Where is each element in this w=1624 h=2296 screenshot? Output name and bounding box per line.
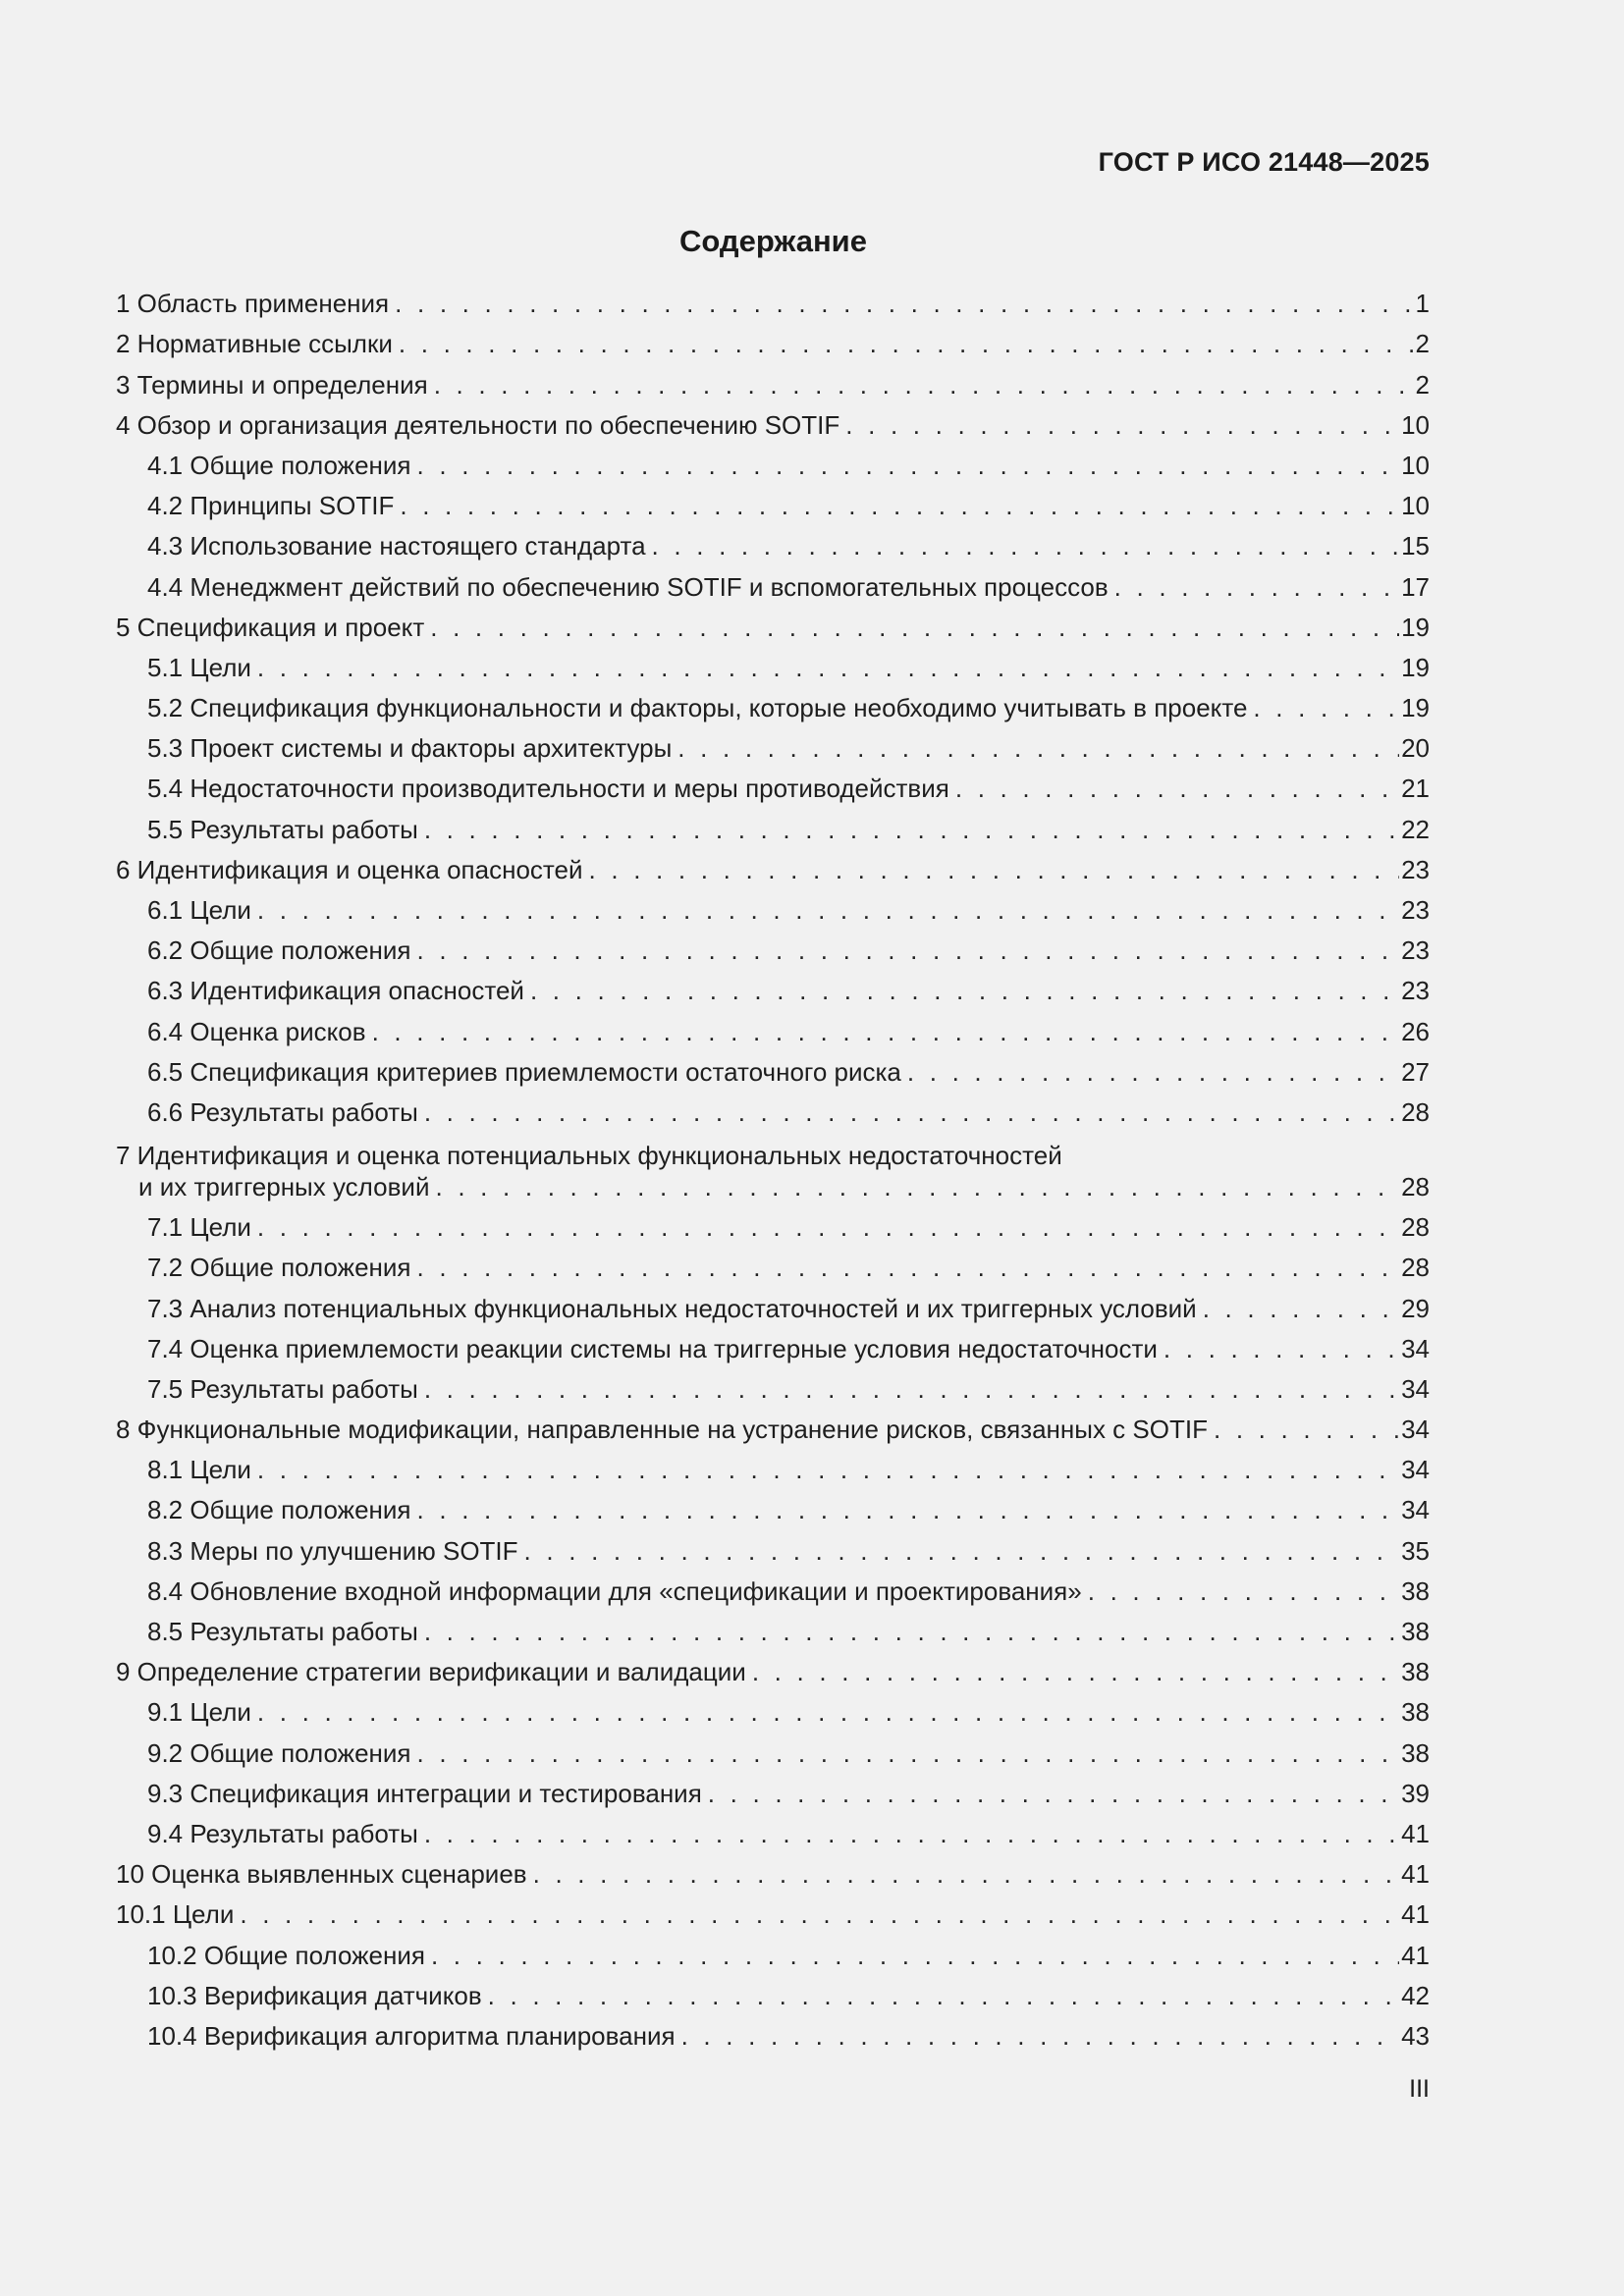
dot-leader (424, 1617, 1399, 1646)
dot-leader (240, 1899, 1399, 1929)
toc-page-number: 34 (1401, 1333, 1430, 1363)
toc-page-number: 17 (1401, 571, 1430, 602)
toc-entry-5-1[interactable] (116, 646, 1430, 686)
toc-page-number: 19 (1401, 612, 1430, 642)
dot-leader (533, 1859, 1399, 1889)
toc-page-number: 34 (1401, 1495, 1430, 1525)
toc-page-number: 42 (1401, 1980, 1430, 2010)
toc-page-number: 28 (1401, 1212, 1430, 1243)
toc-page-number: 20 (1401, 733, 1430, 764)
dot-leader (430, 613, 1399, 642)
dot-leader (907, 1057, 1399, 1087)
toc-entry-text: 10.1 Цели (116, 1899, 235, 1930)
toc-entry-9-1[interactable] (116, 1690, 1430, 1731)
toc-page-number: 27 (1401, 1056, 1430, 1087)
toc-entry-text: 6.5 Спецификация критериев приемлемости остаточного риска (147, 1056, 901, 1087)
toc-page-number: 22 (1401, 814, 1430, 844)
dot-leader (424, 1374, 1399, 1404)
toc-entry-7-5[interactable] (116, 1367, 1430, 1408)
toc-entry-8-2[interactable] (116, 1488, 1430, 1528)
toc-entry-text: 4.1 Общие положения (147, 450, 411, 480)
toc-entry-4-3[interactable] (116, 524, 1430, 564)
toc-page-number: 15 (1401, 531, 1430, 561)
toc-entry-6-3[interactable] (116, 969, 1430, 1009)
toc-entry-7-3[interactable] (116, 1286, 1430, 1326)
dot-leader (488, 1981, 1399, 2010)
toc-entry-7-4[interactable] (116, 1327, 1430, 1367)
toc-page-number: 19 (1401, 693, 1430, 723)
toc-page-number: 23 (1401, 935, 1430, 966)
toc-entry-text: 10.4 Верификация алгоритма планирования (147, 2020, 676, 2051)
toc-entry-text: 6.2 Общие положения (147, 935, 411, 966)
dot-leader (434, 370, 1414, 400)
dot-leader (424, 1819, 1399, 1848)
toc-page-number: 34 (1401, 1373, 1430, 1404)
toc-entry-text: 9 Определение стратегии верификации и валидации (116, 1657, 746, 1687)
toc-entry-text: 5.1 Цели (147, 652, 251, 682)
toc-entry-10-1[interactable] (116, 1893, 1430, 1933)
dot-leader (400, 491, 1399, 520)
dot-leader (1114, 572, 1399, 602)
toc-page-number: 2 (1415, 369, 1430, 400)
toc-entry-4-1[interactable] (116, 444, 1430, 484)
toc-entry-text: 5.4 Недостаточности производительности и меры противодействия (147, 774, 949, 804)
toc-entry-2[interactable] (116, 322, 1430, 362)
dot-leader (399, 329, 1414, 358)
toc-entry-text: 6.1 Цели (147, 895, 251, 925)
toc-entry-text: 9.1 Цели (147, 1697, 251, 1728)
dot-leader (257, 1455, 1399, 1484)
toc-page-number: 41 (1401, 1859, 1430, 1890)
toc-page-number: 38 (1401, 1617, 1430, 1646)
toc-entry-text: 1 Область применения (116, 289, 390, 319)
toc-entry-6-1[interactable] (116, 888, 1430, 929)
toc-page-number: 41 (1401, 1818, 1430, 1848)
toc-entry-text: 7.1 Цели (147, 1212, 251, 1243)
dot-leader (524, 1536, 1400, 1566)
toc-entry-4[interactable] (116, 403, 1430, 444)
toc-entry-7-2[interactable] (116, 1246, 1430, 1286)
toc-entry-9[interactable] (116, 1650, 1430, 1690)
toc-page-number: 41 (1401, 1899, 1430, 1930)
toc-entry-text: 7.3 Анализ потенциальных функциональных недостаточностей и их триггерных условий (147, 1293, 1197, 1323)
toc-entry-text: 7 Идентификация и оценка потенциальных функциональных недостаточностей (116, 1140, 1062, 1170)
toc-entry-text: 5.5 Результаты работы (147, 814, 418, 844)
toc-page-number: 34 (1401, 1415, 1430, 1445)
toc-entry-6[interactable] (116, 848, 1430, 888)
toc-page-number: 28 (1401, 1171, 1430, 1201)
toc-entry-10-4[interactable] (116, 2014, 1430, 2055)
toc-page-number: 43 (1401, 2020, 1430, 2051)
toc-page-number: 41 (1401, 1940, 1430, 1970)
toc-entry-8[interactable] (116, 1408, 1430, 1448)
toc-page-number: 10 (1401, 409, 1430, 440)
dot-leader (257, 895, 1399, 925)
toc-page-number: 28 (1401, 1096, 1430, 1127)
toc-entry-text: 10 Оценка выявленных сценариев (116, 1859, 527, 1890)
toc-entry-3[interactable] (116, 362, 1430, 402)
dot-leader (530, 976, 1399, 1005)
toc-entry-8-5[interactable] (116, 1610, 1430, 1650)
toc-entry-text: 8.1 Цели (147, 1455, 251, 1485)
dot-leader (1214, 1415, 1399, 1444)
toc-entry-text: 5.3 Проект системы и факторы архитектуры (147, 733, 673, 764)
toc-entry-text: 8 Функциональные модификации, направленные на устранение рисков, связанных с SOTIF (116, 1415, 1208, 1445)
toc-page-number: 38 (1401, 1657, 1430, 1687)
toc-page-number: 21 (1401, 774, 1430, 804)
dot-leader (652, 531, 1400, 561)
toc-entry-5-2[interactable] (116, 686, 1430, 726)
toc-entry-5-3[interactable] (116, 726, 1430, 767)
toc-entry-text: 8.2 Общие положения (147, 1495, 411, 1525)
dot-leader (955, 774, 1399, 803)
dot-leader (417, 451, 1400, 480)
toc-entry-text-continued: и их триггерных условий (138, 1171, 430, 1201)
dot-leader (1253, 693, 1399, 722)
dot-leader (417, 1495, 1400, 1524)
toc-entry-text: 6.6 Результаты работы (147, 1096, 418, 1127)
toc-entry-text: 7.4 Оценка приемлемости реакции системы на триггерные условия недостаточности (147, 1333, 1158, 1363)
toc-page-number: 35 (1401, 1535, 1430, 1566)
toc-entry-9-4[interactable] (116, 1812, 1430, 1852)
dot-leader (435, 1172, 1399, 1201)
toc-page-number: 38 (1401, 1697, 1430, 1728)
page-number: III (1409, 2075, 1430, 2103)
toc-entry-text: 8.5 Результаты работы (147, 1617, 418, 1646)
toc-entry-6-6[interactable] (116, 1091, 1430, 1131)
toc-page-number: 19 (1401, 652, 1430, 682)
toc-entry-10-3[interactable] (116, 1974, 1430, 2014)
toc-page-number: 10 (1401, 450, 1430, 480)
toc-page-number: 28 (1401, 1253, 1430, 1283)
toc-page-number: 29 (1401, 1293, 1430, 1323)
toc-entry-6-4[interactable] (116, 1009, 1430, 1049)
toc-entry-text: 7.5 Результаты работы (147, 1373, 418, 1404)
dot-leader (424, 1097, 1399, 1127)
toc-entry-text: 7.2 Общие положения (147, 1253, 411, 1283)
toc-entry-7[interactable] (116, 1131, 1430, 1205)
toc-page-number: 23 (1401, 854, 1430, 884)
toc-page-number: 39 (1401, 1778, 1430, 1808)
dot-leader (708, 1779, 1399, 1808)
dot-leader (257, 1697, 1399, 1727)
toc-entry-text: 9.2 Общие положения (147, 1737, 411, 1768)
dot-leader (1203, 1294, 1399, 1323)
toc-entry-5-4[interactable] (116, 767, 1430, 807)
toc-entry-text: 9.4 Результаты работы (147, 1818, 418, 1848)
toc-entry-8-1[interactable] (116, 1448, 1430, 1488)
toc-page-number: 1 (1415, 289, 1430, 319)
toc-entry-6-5[interactable] (116, 1050, 1430, 1091)
dot-leader (257, 653, 1399, 682)
dot-leader (589, 855, 1400, 884)
toc-page-number: 26 (1401, 1016, 1430, 1046)
dot-leader (424, 815, 1399, 844)
toc-entry-4-4[interactable] (116, 564, 1430, 605)
toc-entry-text: 10.2 Общие положения (147, 1940, 425, 1970)
toc-entry-5-5[interactable] (116, 807, 1430, 847)
toc-entry-text: 10.3 Верификация датчиков (147, 1980, 482, 2010)
toc-entry-5[interactable] (116, 606, 1430, 646)
dot-leader (681, 2021, 1400, 2051)
toc-page-number: 2 (1415, 329, 1430, 359)
toc-entry-text: 4.4 Менеджмент действий по обеспечению SOTIF и вспомогательных процессов (147, 571, 1109, 602)
dot-leader (395, 289, 1413, 318)
toc-entry-text: 8.4 Обновление входной информации для «спецификации и проектирования» (147, 1575, 1082, 1606)
toc-entry-text: 9.3 Спецификация интеграции и тестирования (147, 1778, 702, 1808)
dot-leader (417, 935, 1400, 965)
toc-page-number: 23 (1401, 976, 1430, 1006)
toc-entry-9-3[interactable] (116, 1772, 1430, 1812)
document-code: ГОСТ Р ИСО 21448—2025 (1098, 147, 1430, 177)
toc-entry-8-4[interactable] (116, 1570, 1430, 1610)
toc-page-number: 34 (1401, 1455, 1430, 1485)
dot-leader (372, 1017, 1400, 1046)
dot-leader (845, 410, 1399, 440)
toc-entry-4-2[interactable] (116, 484, 1430, 524)
dot-leader (417, 1253, 1400, 1282)
dot-leader (1164, 1334, 1399, 1363)
toc-entry-text: 4.2 Принципы SOTIF (147, 491, 395, 521)
toc-entry-text: 2 Нормативные ссылки (116, 329, 393, 359)
toc-entry-text: 5 Спецификация и проект (116, 612, 425, 642)
toc-entry-6-2[interactable] (116, 929, 1430, 969)
dot-leader (257, 1212, 1399, 1242)
dot-leader (1088, 1576, 1399, 1606)
toc-entry-text: 6.4 Оценка рисков (147, 1016, 366, 1046)
toc-entry-text: 8.3 Меры по улучшению SOTIF (147, 1535, 518, 1566)
toc-entry-text: 6.3 Идентификация опасностей (147, 976, 524, 1006)
toc-entry-text: 4.3 Использование настоящего стандарта (147, 531, 646, 561)
dot-leader (752, 1657, 1399, 1686)
toc-entry-7-1[interactable] (116, 1205, 1430, 1246)
toc-entry-1[interactable] (116, 282, 1430, 322)
toc-page-number: 38 (1401, 1737, 1430, 1768)
toc-entry-9-2[interactable] (116, 1731, 1430, 1771)
toc-title: Содержание (679, 224, 867, 258)
toc-entry-text: 3 Термины и определения (116, 369, 428, 400)
toc-entry-10[interactable] (116, 1852, 1430, 1893)
table-of-contents (116, 282, 1430, 2055)
toc-entry-text: 4 Обзор и организация деятельности по обеспечению SOTIF (116, 409, 840, 440)
toc-entry-text: 6 Идентификация и оценка опасностей (116, 854, 583, 884)
toc-entry-10-2[interactable] (116, 1933, 1430, 1973)
toc-entry-8-3[interactable] (116, 1528, 1430, 1569)
toc-page-number: 23 (1401, 895, 1430, 925)
toc-page-number: 10 (1401, 491, 1430, 521)
dot-leader (417, 1738, 1400, 1768)
dot-leader (677, 733, 1399, 763)
toc-entry-text: 5.2 Спецификация функциональности и факторы, которые необходимо учитывать в проекте (147, 693, 1248, 723)
dot-leader (431, 1941, 1399, 1970)
toc-page-number: 38 (1401, 1575, 1430, 1606)
